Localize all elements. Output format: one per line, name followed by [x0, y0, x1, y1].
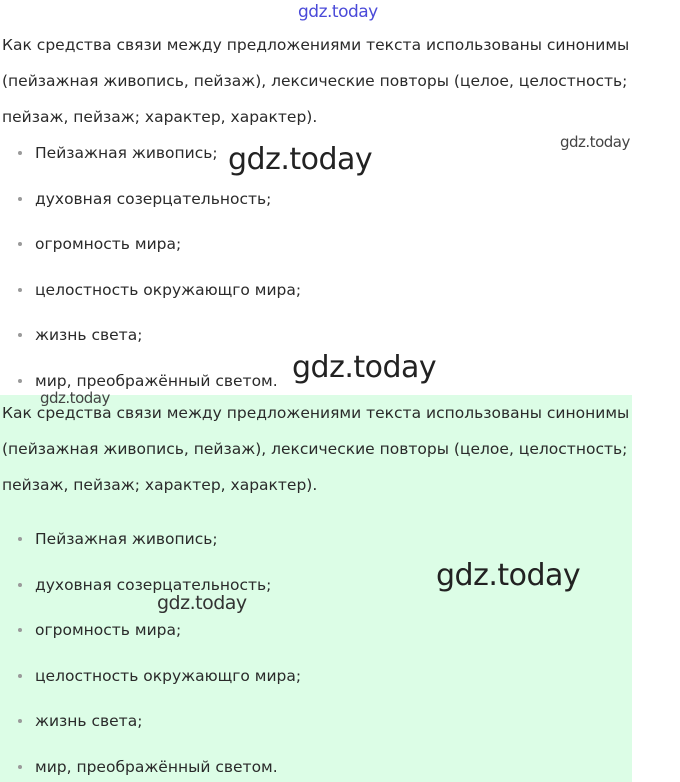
list-item: целостность окружающго мира; [0, 664, 500, 710]
watermark-large: gdz.today [292, 350, 437, 385]
watermark-large: gdz.today [228, 142, 373, 177]
list-item: духовная созерцательность; [0, 573, 500, 619]
watermark-medium: gdz.today [157, 592, 247, 614]
list-item: жизнь света; [0, 323, 500, 369]
list-item: мир, преображённый светом. [0, 369, 500, 415]
list-item: духовная созерцательность; [0, 187, 500, 233]
list-item: целостность окружающго мира; [0, 278, 500, 324]
list-item: мир, преображённый светом. [0, 755, 500, 782]
list-2 [0, 527, 500, 782]
watermark-small: gdz.today [40, 389, 110, 407]
list-item: Пейзажная живопись; [0, 527, 500, 573]
paragraph-2: Как средства связи между предложениями текста использованы синонимы (пейзажная живопись, пейзаж), лексические повторы (целое, целостность; пейзаж, пейзаж; характер, характер). [2, 404, 630, 494]
watermark-top: gdz.today [298, 2, 378, 22]
watermark-large: gdz.today [436, 558, 581, 593]
list-item: жизнь света; [0, 709, 500, 755]
paragraph-1: Как средства связи между предложениями текста использованы синонимы (пейзажная живопись, пейзаж), лексические повторы (целое, целостность; пейзаж, пейзаж; характер, характер). [2, 36, 630, 126]
list-item: огромность мира; [0, 232, 500, 278]
list-item: Пейзажная живопись; [0, 141, 500, 187]
watermark-small: gdz.today [560, 133, 630, 151]
list-item: огромность мира; [0, 618, 500, 664]
